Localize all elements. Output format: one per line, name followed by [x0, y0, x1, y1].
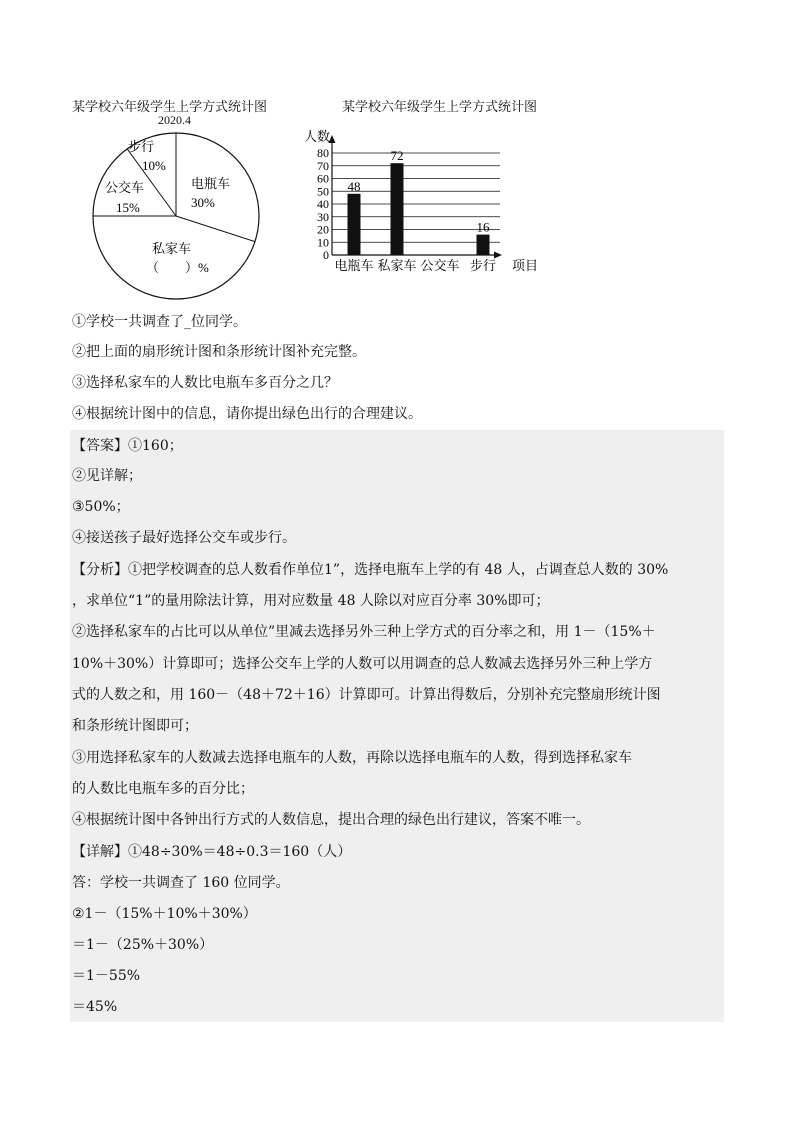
- x-tick-label: 电瓶车: [334, 258, 374, 273]
- pie-chart: [90, 128, 262, 300]
- y-tick-label: 60: [317, 171, 329, 186]
- bar-chart-xticks: [334, 258, 496, 273]
- analysis-line-8: 的人数比电瓶车多的百分比；: [72, 781, 254, 797]
- detail-line-3: ②1－（15%＋10%＋30%）: [72, 906, 257, 922]
- x-tick-label: 步行: [469, 258, 497, 273]
- answer-line-3: ③50%；: [72, 499, 130, 515]
- bar-data-label: 72: [390, 148, 404, 164]
- y-tick-label: 0: [323, 248, 329, 262]
- detail-line-6: ＝45%: [72, 999, 118, 1015]
- bar-chart-title: 某学校六年级学生上学方式统计图: [342, 100, 538, 115]
- analysis-line-4: 10%＋30%）计算即可；选择公交车上学的人数可以用调查的总人数减去选择另外三种上学方: [72, 656, 653, 672]
- pie-value-car: （ ）%: [146, 260, 209, 275]
- analysis-line-9: ④根据统计图中各钟出行方式的人数信息，提出合理的绿色出行建议，答案不唯一。: [72, 812, 590, 828]
- pie-value-bus: 15%: [116, 200, 140, 215]
- question-4: ④根据统计图中的信息，请你提出绿色出行的合理建议。: [72, 406, 422, 422]
- pie-chart-title: 某学校六年级学生上学方式统计图: [72, 100, 268, 115]
- analysis-line-3: ②选择私家车的占比可以从单位”里减去选择另外三种上学方式的百分率之和，用 1－（15%＋: [72, 624, 656, 640]
- y-tick-label: 30: [317, 209, 329, 224]
- question-2: ②把上面的扇形统计图和条形统计图补充完整。: [72, 344, 366, 360]
- pie-value-ebike: 30%: [191, 195, 215, 210]
- bar-chart-yticks: [317, 146, 329, 262]
- analysis-line-5: 式的人数之和，用 160－（48＋72＋16）计算即可。计算出得数后，分别补充完整扇形统计图: [72, 687, 661, 703]
- bar-data-label: 16: [476, 219, 490, 235]
- y-tick-label: 40: [317, 197, 329, 211]
- answer-line-2: ②见详解；: [72, 468, 142, 484]
- pie-label-walk: 步行: [128, 139, 155, 154]
- analysis-line-2: ，求单位“1”的量用除法计算，用对应数量 48 人除以对应百分率 30%即可；: [72, 593, 550, 609]
- y-tick-label: 20: [317, 222, 329, 237]
- pie-value-walk: 10%: [142, 158, 166, 173]
- bar-3: [477, 235, 490, 255]
- y-tick-label: 50: [317, 184, 329, 199]
- pie-chart-date: 2020.4: [158, 113, 191, 127]
- detail-line-1: 【详解】①48÷30%＝48÷0.3＝160（人）: [72, 844, 352, 860]
- detail-line-2: 答：学校一共调查了 160 位同学。: [72, 875, 290, 891]
- detail-line-4: ＝1－（25%＋30%）: [72, 937, 214, 953]
- bar-0: [348, 194, 361, 255]
- bar-chart: [300, 120, 560, 280]
- pie-label-bus: 公交车: [105, 180, 145, 195]
- bar-1: [391, 163, 404, 255]
- bar-chart-ylabel: 人数: [304, 129, 331, 144]
- answer-line-4: ④接送孩子最好选择公交车或步行。: [72, 530, 296, 546]
- pie-label-car: 私家车: [152, 241, 192, 256]
- analysis-line-6: 和条形统计图即可；: [72, 718, 198, 734]
- question-3: ③选择私家车的人数比电瓶车多百分之几？: [72, 375, 338, 391]
- bar-data-label: 48: [347, 178, 361, 194]
- y-tick-label: 80: [317, 146, 329, 160]
- pie-label-ebike: 电瓶车: [191, 176, 231, 191]
- analysis-line-7: ③用选择私家车的人数减去选择电瓶车的人数，再除以选择电瓶车的人数，得到选择私家车: [72, 750, 632, 766]
- bar-chart-bars: [348, 148, 491, 255]
- y-tick-label: 10: [317, 235, 329, 250]
- question-1: ①学校一共调查了_位同学。: [72, 314, 247, 330]
- detail-line-5: ＝1－55%: [72, 968, 141, 984]
- y-tick-label: 70: [317, 158, 329, 173]
- bar-chart-xlabel: 项目: [512, 258, 539, 273]
- analysis-line-1: 【分析】①把学校调查的总人数看作单位1”，选择电瓶车上学的有 48 人，占调查总人数的 30%: [72, 562, 669, 578]
- x-tick-label: 私家车: [377, 258, 417, 273]
- x-tick-label: 公交车: [420, 258, 460, 273]
- answer-line-1: 【答案】①160；: [72, 438, 183, 454]
